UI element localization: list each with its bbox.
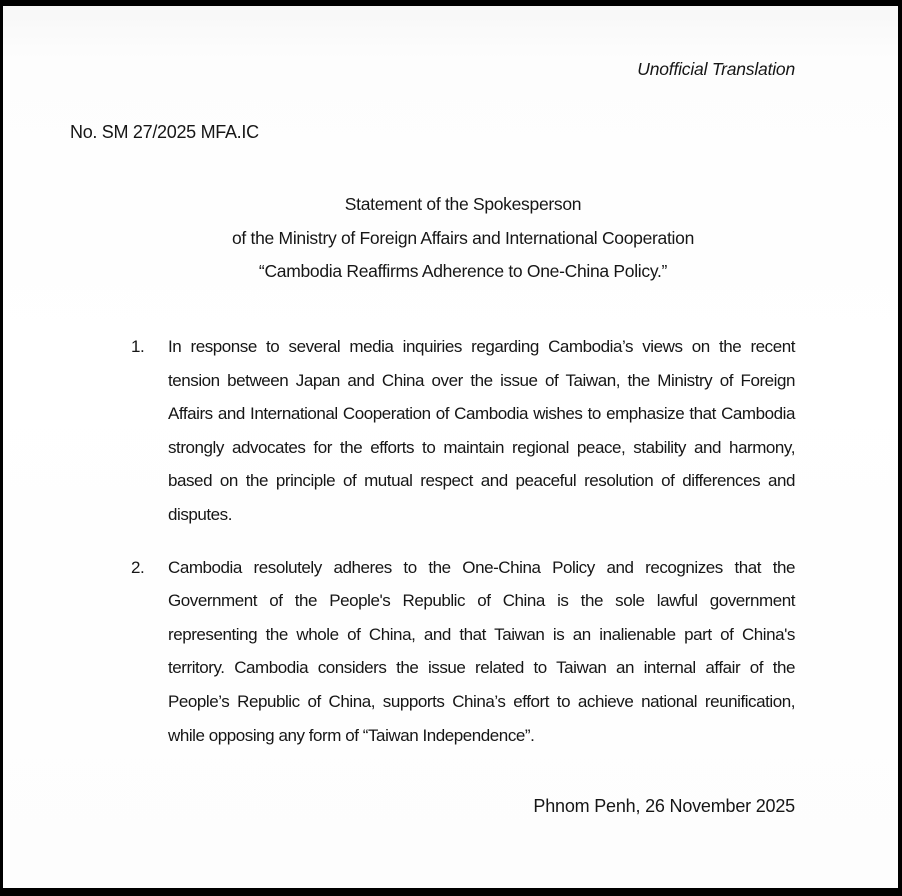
paragraph-2-text: Cambodia resolutely adheres to the One-China Policy and recognizes that the Government of the People's Republic of China is the sole lawful government representing the whole of China, and that Taiwan is an inalienable part of China's territory. Cambodia considers the issue related to Taiwan an internal affair of the People’s Republic of China, supports China’s effort to achieve national reunification, while opposing any form of “Taiwan Independence”. xyxy=(168,557,795,745)
title-line-3: “Cambodia Reaffirms Adherence to One-China Policy.” xyxy=(258,261,668,281)
paragraph-2-number: 2. xyxy=(131,557,145,577)
paragraph-1-text: In response to several media inquiries regarding Cambodia’s views on the recent tension between Japan and China over the issue of Taiwan, the Ministry of Foreign Affairs and International Cooperation of Cambodia wishes to emphasize that Cambodia strongly advocates for the efforts to maintain regional peace, stability and harmony, based on the principle of mutual respect and peaceful resolution of differences and disputes. xyxy=(168,337,795,524)
statement-body xyxy=(131,330,795,771)
paragraph-1 xyxy=(131,330,795,532)
title-line-2: of the Ministry of Foreign Affairs and International Cooperation xyxy=(232,227,694,248)
paragraph-1-number: 1. xyxy=(131,337,145,356)
title-line-1: Statement of the Spokesperson xyxy=(344,194,582,214)
translation-note: Unofficial Translation xyxy=(637,59,795,79)
paragraph-2 xyxy=(131,551,795,753)
document-title xyxy=(131,188,795,289)
dateline: Phnom Penh, 26 November 2025 xyxy=(533,796,795,816)
reference-number: No. SM 27/2025 MFA.IC xyxy=(70,122,259,142)
